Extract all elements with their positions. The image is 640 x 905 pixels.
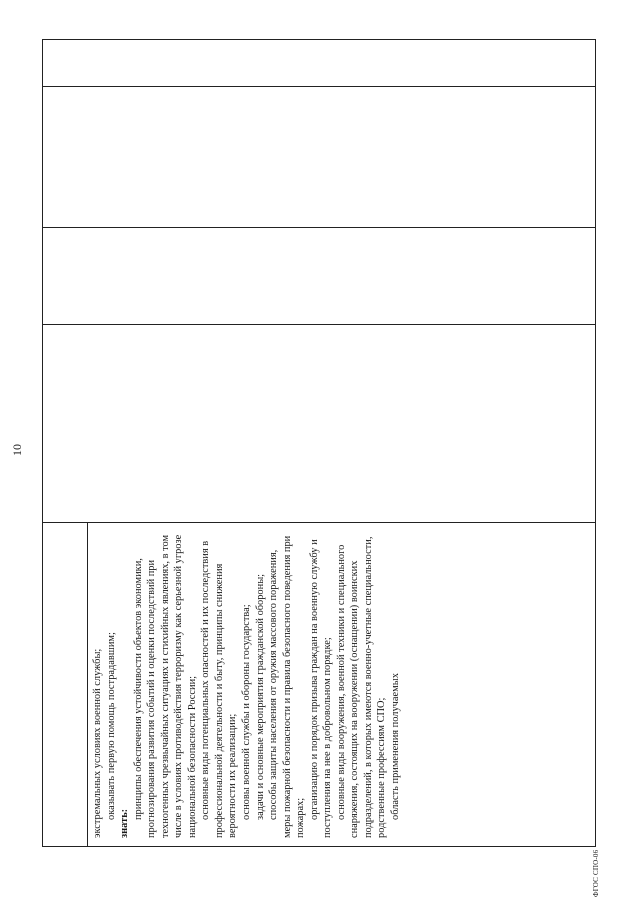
column-divider — [43, 86, 595, 87]
text-paragraph: основные виды вооружения, военной техники и специального снаряжения, состоящих на вооружении (оснащении) воинских подразделений, в которых имеются военно-учетные специальности, родственные профессиям СПО; — [335, 536, 388, 838]
text-paragraph: знать: — [119, 808, 131, 838]
text-paragraph: организацию и порядок призыва граждан на военную службу и поступления на нее в добровольном порядке; — [308, 539, 334, 838]
text-paragraph: принципы обеспечения устойчивости объектов экономики, прогнозирования развития событий и оценки последствий при техногенных чрезвычайных ситуациях и стихийных явлениях, в том числе в условиях противодействия терроризму как серьезной угрозе национальной безопасности России; — [132, 534, 198, 838]
footer-code: ФГОС СПО-06 — [592, 849, 600, 897]
standard-table — [42, 39, 596, 847]
text-paragraph: основные виды потенциальных опасностей и их последствия в профессиональной деятельности и быту, принципы снижения вероятности их реализации; — [200, 540, 239, 838]
competency-text-cell — [87, 523, 595, 846]
text-paragraph: экстремальных условиях военной службы; — [92, 648, 103, 838]
text-paragraph: способы защиты населения от оружия массового поражения, меры пожарной безопасности и правила безопасного поведения при пожарах; — [268, 535, 307, 838]
text-paragraph: основы военной службы и обороны государства; — [241, 604, 253, 820]
page-number: 10 — [10, 444, 24, 456]
column-divider — [43, 227, 595, 228]
text-paragraph: оказывать первую помощь пострадавшим; — [105, 632, 117, 820]
column-divider — [43, 324, 595, 325]
text-paragraph: задачи и основные мероприятия гражданской обороны; — [254, 573, 266, 820]
text-paragraph: область применения получаемых — [390, 673, 402, 820]
